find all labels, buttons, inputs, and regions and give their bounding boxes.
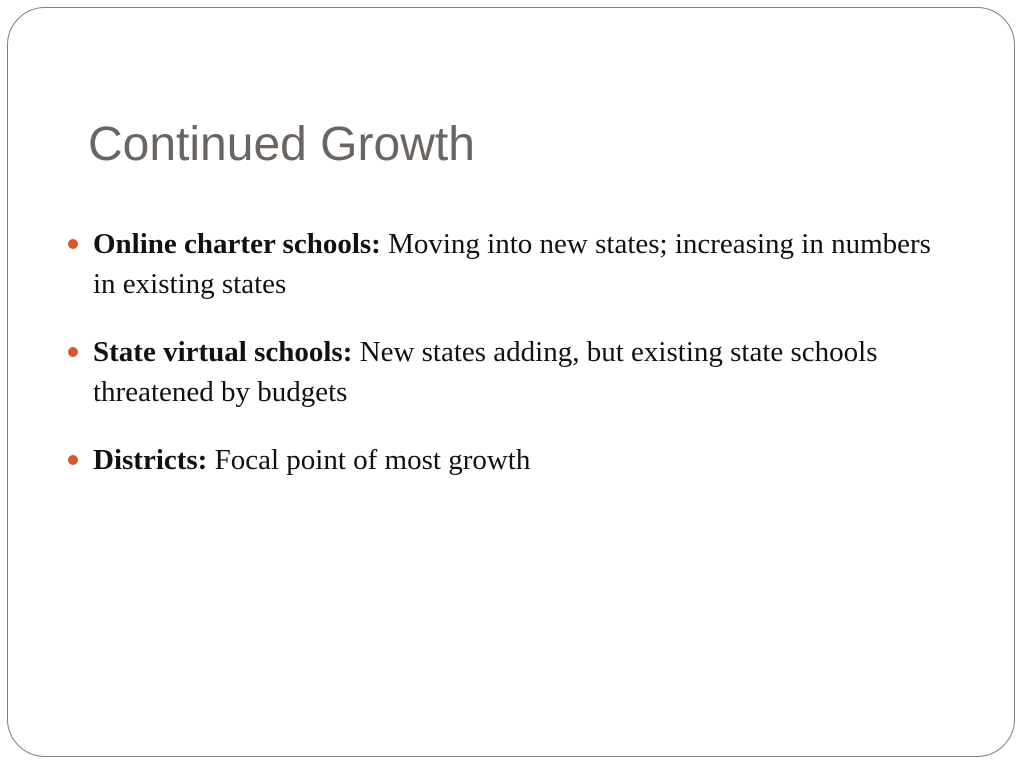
- bullet-item-state-virtual-schools: [66, 332, 946, 412]
- bullet-lead: Online charter schools:: [93, 228, 381, 260]
- slide-title: Continued Growth: [88, 118, 475, 171]
- bullet-dot-icon: [68, 455, 78, 465]
- bullet-text: Moving into new states; increasing in numbers in existing states: [93, 228, 931, 300]
- bullet-text: Focal point of most growth: [207, 444, 531, 476]
- bullet-dot-icon: [68, 347, 78, 357]
- bullet-item-online-charter-schools: [66, 224, 946, 304]
- slide: [7, 7, 1015, 757]
- bullet-text: New states adding, but existing state schools threatened by budgets: [93, 336, 878, 408]
- bullet-lead: Districts:: [93, 444, 208, 476]
- bullet-list: [66, 224, 946, 508]
- bullet-dot-icon: [68, 239, 78, 249]
- bullet-item-districts: [66, 440, 946, 480]
- bullet-lead: State virtual schools:: [93, 336, 353, 368]
